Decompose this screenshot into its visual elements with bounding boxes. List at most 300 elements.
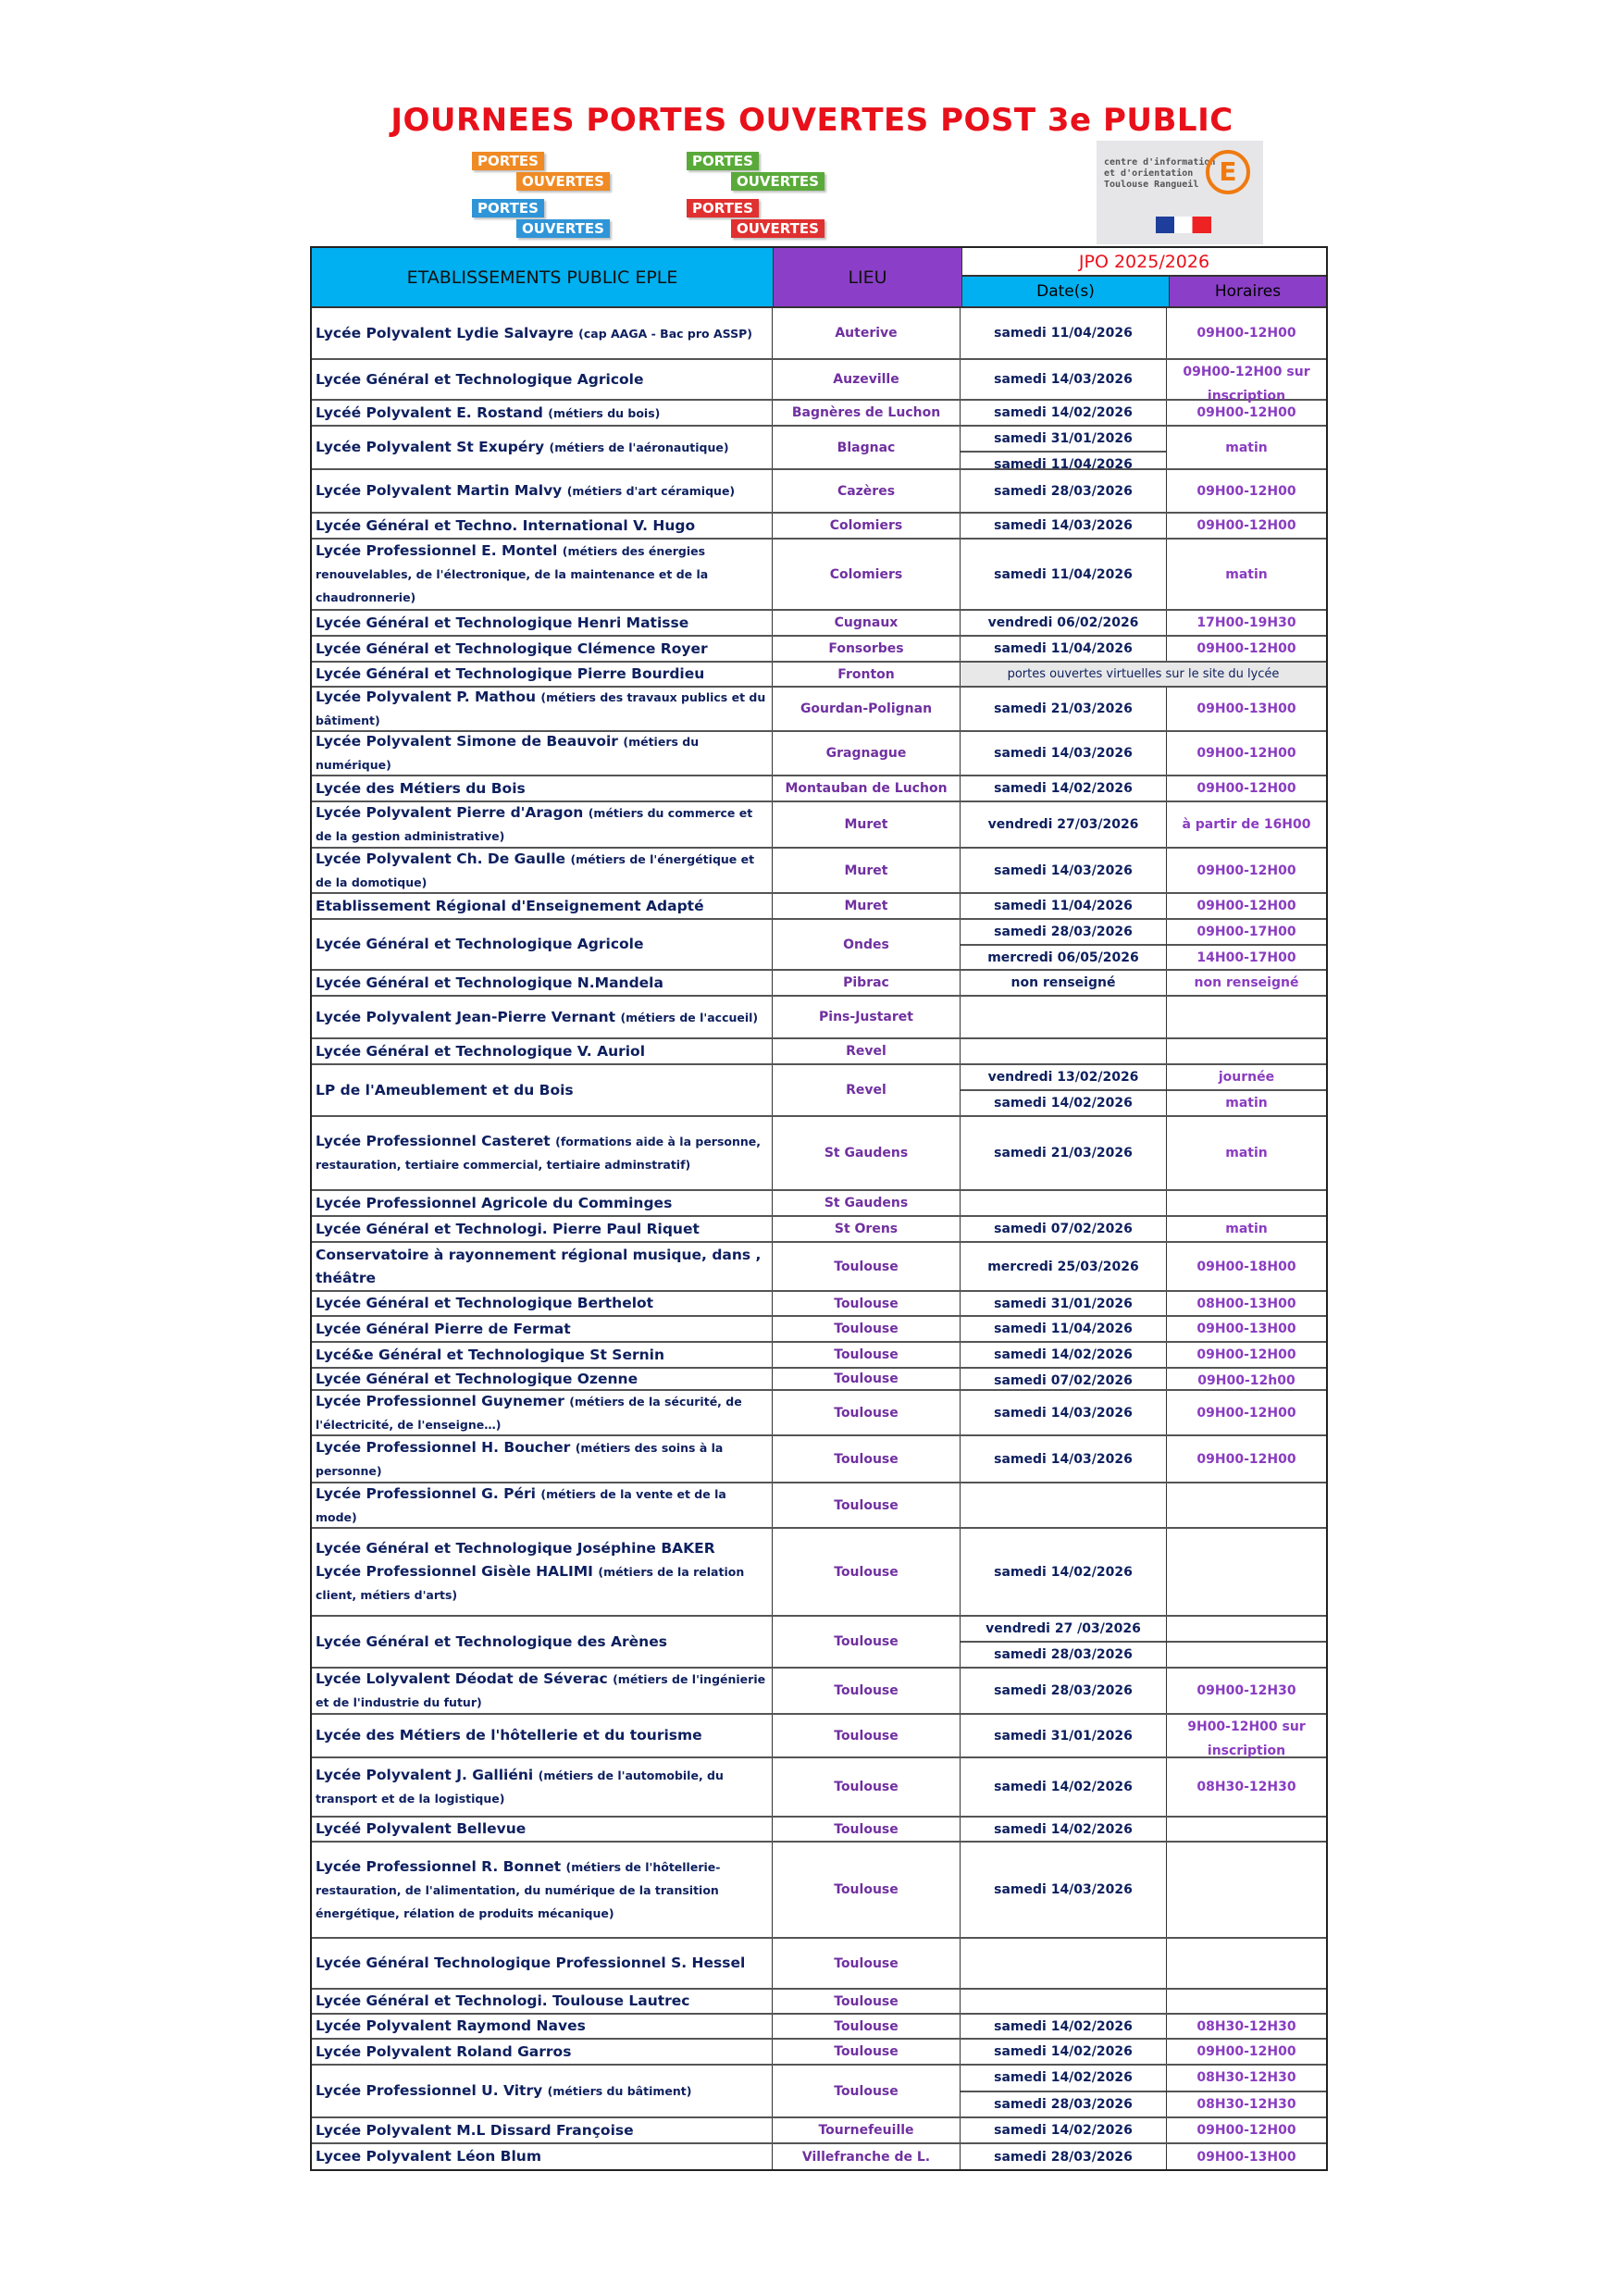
horaire-value: non renseigné (1194, 975, 1299, 990)
establishment-name: Lycée Général Technologique Professionnel S. Hessel (316, 1955, 746, 1971)
establishment-name: Lycée Polyvalent St Exupéry (316, 439, 545, 455)
establishment-line (316, 1192, 768, 1215)
establishment-cell (312, 997, 773, 1037)
establishment-line (316, 1952, 768, 1975)
establishment-cell (312, 1217, 773, 1241)
establishment-name: Lycée Général et Technologique V. Auriol (316, 1042, 646, 1060)
establishment-cell (312, 308, 773, 358)
establishment-line (316, 1079, 768, 1102)
establishment-name: Lycée Général et Technologi. Toulouse Lautrec (316, 1992, 690, 2009)
date-value: samedi 11/04/2026 (994, 641, 1133, 656)
lieu-cell: Toulouse (773, 1990, 961, 2013)
lieu-cell: Toulouse (773, 1483, 961, 1527)
establishment-cell (312, 1369, 773, 1389)
establishment-cell (312, 637, 773, 661)
lieu-cell: Toulouse (773, 2066, 961, 2116)
dates-cell (961, 2118, 1167, 2142)
table-row (312, 2118, 1326, 2144)
dates-cell (961, 1117, 1167, 1189)
establishment-name: Lycée Polyvalent Pierre d'Aragon (316, 804, 584, 821)
dates-cell (961, 1529, 1167, 1615)
lieu-cell: Toulouse (773, 1715, 961, 1756)
date-value: samedi 28/03/2026 (994, 2149, 1133, 2165)
table-header (312, 248, 1326, 308)
badge-line1: PORTES (472, 152, 544, 170)
date-value: vendredi 27 /03/2026 (986, 1621, 1141, 1636)
establishment-name: Lycée Polyvalent M.L Dissard Françoise (316, 2121, 634, 2139)
establishment-detail: (métiers de l'automobile, du transport et de la logistique) (316, 1769, 724, 1806)
cio-logo (1097, 141, 1263, 244)
date-value: vendredi 13/02/2026 (987, 1070, 1139, 1085)
establishment-cell (312, 776, 773, 800)
establishment-cell (312, 1317, 773, 1341)
establishment-cell (312, 1758, 773, 1816)
date-value: samedi 07/02/2026 (994, 1373, 1133, 1388)
establishment-detail: (métiers des travaux publics et du bâtiment) (316, 690, 766, 727)
lieu-cell: Toulouse (773, 1317, 961, 1341)
horaire-value: matin (1225, 1146, 1268, 1160)
dates-cell (961, 611, 1167, 635)
horaire-value: 09H00-12H00 (1196, 483, 1296, 499)
horaires-cell (1167, 611, 1326, 635)
establishment-cell (312, 2015, 773, 2038)
header-jpo-group (962, 248, 1326, 306)
lieu-cell: Tournefeuille (773, 2118, 961, 2142)
establishment-cell (312, 2144, 773, 2169)
horaire-value (1167, 1617, 1326, 1641)
horaire-value (1167, 1818, 1326, 1841)
date-value: mercredi 06/05/2026 (961, 944, 1166, 970)
horaire-value: 09H00-12H00 (1196, 1405, 1296, 1421)
dates-cell (961, 2015, 1167, 2038)
establishment-cell (312, 611, 773, 635)
date-value (961, 1191, 1166, 1215)
establishment-name: LP de l'Ameublement et du Bois (316, 1081, 574, 1098)
dates-cell (961, 732, 1167, 775)
dates-cell (961, 401, 1167, 425)
date-value: samedi 14/02/2026 (961, 1089, 1166, 1115)
date-value: samedi 07/02/2026 (994, 1222, 1133, 1236)
lieu-cell: Blagnac (773, 427, 961, 468)
date-value: samedi 14/03/2026 (994, 746, 1133, 761)
establishment-name: Lycée Professionnel U. Vitry (316, 2082, 543, 2099)
establishment-cell (312, 427, 773, 468)
horaire-value: journée (1218, 1070, 1275, 1085)
table-row (312, 1039, 1326, 1065)
table-row (312, 1436, 1326, 1483)
horaires-cell (1167, 2118, 1326, 2142)
lieu-cell: Toulouse (773, 2015, 961, 2038)
establishment-detail: (métiers du commerce et de la gestion administrative) (316, 806, 753, 843)
table-row (312, 1818, 1326, 1843)
date-value: samedi 14/02/2026 (994, 405, 1133, 420)
establishment-name: Lycée Général et Technologique Agricole (316, 370, 644, 388)
establishment-cell (312, 1818, 773, 1841)
establishment-line (316, 1818, 768, 1841)
date-value: samedi 14/02/2026 (994, 2070, 1133, 2086)
lieu-cell: Fronton (773, 663, 961, 686)
lieu-cell: Revel (773, 1065, 961, 1115)
establishment-cell (312, 849, 773, 892)
table-row (312, 732, 1326, 776)
establishment-line (316, 1391, 768, 1434)
establishment-line (316, 663, 768, 686)
table-row (312, 1217, 1326, 1243)
date-value: samedi 14/03/2026 (994, 1882, 1133, 1897)
horaires-cell (1167, 1990, 1326, 2013)
horaire-value: 09H00-12H00 sur inscription (1183, 365, 1310, 403)
date-value (961, 1483, 1166, 1527)
table-row (312, 802, 1326, 849)
establishment-cell (312, 360, 773, 399)
table-row (312, 1317, 1326, 1343)
establishment-line (316, 1130, 768, 1176)
dates-cell (961, 308, 1167, 358)
lieu-cell: Toulouse (773, 1391, 961, 1434)
establishment-detail: (métiers de la sécurité, de l'électricité, de l'enseigne…) (316, 1394, 742, 1432)
establishment-line (316, 1855, 768, 1925)
lieu-cell: Fonsorbes (773, 637, 961, 661)
date-value: samedi 28/03/2026 (994, 483, 1133, 499)
establishment-line (316, 1318, 768, 1341)
establishment-cell (312, 1243, 773, 1290)
establishment-line (316, 1436, 768, 1482)
establishment-line (316, 1724, 768, 1747)
establishment-cell (312, 1039, 773, 1063)
header-lieu: LIEU (774, 248, 962, 306)
table-row (312, 1483, 1326, 1529)
establishment-cell (312, 894, 773, 918)
table-row (312, 514, 1326, 540)
establishment-name: Lycée Général et Technologique Pierre Bourdieu (316, 665, 705, 682)
establishment-name: Lycée Général et Technologique Henri Matisse (316, 614, 689, 631)
horaire-value: matin (1167, 1089, 1326, 1115)
horaires-cell (1167, 1529, 1326, 1615)
horaire-value: 08H30-12H30 (1196, 2070, 1296, 2086)
date-value: samedi 11/04/2026 (994, 899, 1133, 913)
establishment-cell (312, 1617, 773, 1667)
dates-cell (961, 360, 1167, 399)
date-value (961, 1990, 1166, 2013)
dates-cell (961, 1617, 1167, 1667)
establishment-line (316, 368, 768, 391)
horaires-cell (1167, 849, 1326, 892)
horaire-value: 09H00-12H00 (1196, 518, 1296, 533)
date-value: samedi 14/03/2026 (994, 863, 1133, 878)
badge-line2: OUVERTES (731, 172, 824, 191)
lieu-cell: Toulouse (773, 1617, 961, 1667)
date-value: mercredi 25/03/2026 (987, 1259, 1139, 1274)
horaire-value: 09H00-13H00 (1196, 1322, 1296, 1336)
establishment-name: Lycee Polyvalent Léon Blum (316, 2148, 541, 2165)
dates-cell (961, 1818, 1167, 1841)
establishment-name: Lycée Polyvalent Lydie Salvayre (316, 324, 574, 341)
establishment-name: Lycée Général et Technologique N.Mandela (316, 974, 663, 991)
horaires-cell (1167, 1669, 1326, 1713)
establishment-detail: (métiers de l'aéronautique) (549, 441, 729, 454)
establishment-cell (312, 514, 773, 538)
establishment-cell (312, 663, 773, 686)
dates-cell (961, 514, 1167, 538)
date-value: samedi 31/01/2026 (994, 1728, 1133, 1744)
horaires-cell (1167, 1818, 1326, 1841)
horaires-cell (1167, 2144, 1326, 2169)
establishment-name: Lycéé Polyvalent E. Rostand (316, 403, 543, 421)
horaire-value: 09H00-12H00 (1196, 326, 1296, 341)
establishment-name: Etablissement Régional d'Enseignement Adapté (316, 897, 704, 914)
horaire-value: 09H00-12H00 (1196, 2123, 1296, 2138)
date-value: samedi 14/02/2026 (994, 1822, 1133, 1837)
horaire-value: 08H30-12H30 (1167, 2091, 1326, 2117)
horaire-value: 14H00-17H00 (1167, 944, 1326, 970)
lieu-cell: St Gaudens (773, 1191, 961, 1215)
horaires-cell (1167, 1065, 1326, 1115)
table-body (312, 308, 1326, 2169)
establishment-cell (312, 920, 773, 969)
horaires-cell (1167, 427, 1326, 468)
date-value: non renseigné (1010, 975, 1116, 990)
dates-cell (961, 1065, 1167, 1115)
establishment-cell (312, 802, 773, 847)
dates-cell (961, 1436, 1167, 1482)
horaires-cell (1167, 2066, 1326, 2116)
dates-cell (961, 1243, 1167, 1290)
table-row (312, 2015, 1326, 2040)
table-row (312, 1191, 1326, 1217)
horaire-value: 08H00-13H00 (1196, 1297, 1296, 1311)
horaires-cell (1167, 637, 1326, 661)
lieu-cell: Villefranche de L. (773, 2144, 961, 2169)
establishment-name: Lycée Général et Technologique Ozenne (316, 1370, 638, 1387)
dates-cell (961, 1939, 1167, 1988)
establishment-line (316, 1631, 768, 1654)
portes-ouvertes-logo-green (687, 150, 862, 196)
horaires-cell (1167, 1317, 1326, 1341)
establishment-line (316, 1537, 768, 1560)
dates-cell (961, 1758, 1167, 1816)
establishment-line (316, 2041, 768, 2064)
establishment-cell (312, 1715, 773, 1756)
horaires-cell (1167, 1391, 1326, 1434)
establishment-detail: (métiers de l'énergétique et de la domotique) (316, 851, 755, 889)
table-row (312, 611, 1326, 637)
horaires-cell (1167, 1343, 1326, 1367)
establishment-cell (312, 401, 773, 425)
establishment-name: Lycée Professionnel R. Bonnet (316, 1857, 562, 1875)
horaires-cell (1167, 1369, 1326, 1389)
establishment-line (316, 436, 768, 459)
table-row (312, 637, 1326, 663)
establishment-line (316, 1483, 768, 1527)
horaire-value: 17H00-19H30 (1196, 615, 1296, 630)
establishment-name: Lycé&e Général et Technologique St Sernin (316, 1346, 664, 1363)
horaire-value: 09H00-12H00 (1196, 1451, 1296, 1467)
establishment-name: Lycée Polyvalent Raymond Naves (316, 2017, 586, 2034)
horaires-cell (1167, 688, 1326, 730)
badge-line1: PORTES (687, 152, 759, 170)
lieu-cell: Montauban de Luchon (773, 776, 961, 800)
horaire-value (1167, 997, 1326, 1037)
table-row (312, 1843, 1326, 1939)
establishment-line (316, 688, 768, 730)
establishment-cell (312, 971, 773, 995)
establishment-name: Lycée des Métiers du Bois (316, 779, 526, 797)
horaires-cell (1167, 1617, 1326, 1667)
horaires-cell (1167, 1843, 1326, 1937)
date-value: samedi 11/04/2026 (994, 1322, 1133, 1336)
horaires-cell (1167, 732, 1326, 775)
dates-cell (961, 1191, 1167, 1215)
establishment-line (316, 1244, 768, 1290)
table-row (312, 401, 1326, 427)
establishment-detail: (métiers de l'ingénierie et de l'industrie du futur) (316, 1672, 766, 1709)
establishment-name: Lycéé Polyvalent Bellevue (316, 1820, 527, 1837)
table-row (312, 997, 1326, 1039)
establishment-line (316, 895, 768, 918)
establishment-line (316, 1560, 768, 1607)
date-value: samedi 14/02/2026 (994, 1780, 1133, 1794)
establishment-line (316, 479, 768, 503)
date-value: samedi 14/02/2026 (994, 2044, 1133, 2059)
lieu-cell: Pibrac (773, 971, 961, 995)
establishment-line (316, 2145, 768, 2168)
establishment-line (316, 2119, 768, 2142)
date-value: samedi 28/03/2026 (994, 925, 1133, 939)
establishment-line (316, 322, 768, 345)
lieu-cell: Toulouse (773, 1758, 961, 1816)
table-row (312, 1391, 1326, 1436)
table-row (312, 1939, 1326, 1990)
dates-cell (961, 1317, 1167, 1341)
header-dates: Date(s) (962, 277, 1170, 306)
horaires-cell (1167, 308, 1326, 358)
badge-line2: OUVERTES (516, 219, 610, 238)
establishment-cell (312, 1939, 773, 1988)
table-row (312, 1369, 1326, 1391)
lieu-cell: Auzeville (773, 360, 961, 399)
table-row (312, 920, 1326, 971)
table-row (312, 971, 1326, 997)
badge-line1: PORTES (472, 199, 544, 217)
establishment-cell (312, 470, 773, 512)
portes-ouvertes-logo-blue (472, 197, 648, 243)
portes-ouvertes-logo-orange (472, 150, 648, 196)
establishment-line (316, 1669, 768, 1713)
table-row (312, 776, 1326, 802)
establishment-name: Lycée Général et Techno. International V. Hugo (316, 516, 696, 534)
establishment-line (316, 515, 768, 538)
horaire-value (1167, 1939, 1326, 1988)
establishment-line (316, 1990, 768, 2013)
horaire-value: 09H00-12H00 (1196, 1347, 1296, 1362)
establishment-line (316, 402, 768, 425)
establishment-cell (312, 1669, 773, 1713)
lieu-cell: Gourdan-Polignan (773, 688, 961, 730)
date-value: samedi 11/04/2026 (994, 326, 1133, 341)
table-row (312, 1529, 1326, 1617)
establishment-line (316, 1764, 768, 1810)
horaire-value: 09H00-13H00 (1196, 2149, 1296, 2165)
horaires-cell (1167, 1715, 1326, 1756)
table-row (312, 2144, 1326, 2169)
table-row (312, 1715, 1326, 1758)
establishment-name: Conservatoire à rayonnement régional musique, dans , théâtre (316, 1246, 762, 1286)
horaire-value: 9H00-12H00 sur inscription (1187, 1719, 1306, 1758)
table-row (312, 540, 1326, 611)
date-value: vendredi 27/03/2026 (987, 817, 1139, 832)
lieu-cell: Toulouse (773, 1529, 961, 1615)
horaire-value: à partir de 16H00 (1182, 817, 1311, 832)
establishment-cell (312, 540, 773, 609)
establishment-detail: (métiers du bâtiment) (547, 2084, 692, 2098)
jpo-table (310, 246, 1328, 2171)
establishment-name: Lycée Polyvalent Ch. De Gaulle (316, 850, 566, 867)
establishment-name: Lycée Professionnel G. Péri (316, 1484, 536, 1502)
dates-cell (961, 1391, 1167, 1434)
lieu-cell: Colomiers (773, 540, 961, 609)
date-value: samedi 14/02/2026 (994, 1564, 1133, 1580)
establishment-name: Lycée Professionnel H. Boucher (316, 1438, 571, 1456)
cio-e-icon: E (1206, 150, 1250, 194)
table-row (312, 2066, 1326, 2118)
lieu-cell: St Orens (773, 1217, 961, 1241)
establishment-line (316, 849, 768, 892)
establishment-cell (312, 1292, 773, 1315)
date-value: samedi 11/04/2026 (994, 566, 1133, 582)
horaire-value: 09H00-12H30 (1196, 1683, 1296, 1698)
date-value: samedi 14/03/2026 (994, 1405, 1133, 1421)
lieu-cell: Toulouse (773, 1243, 961, 1290)
header-horaires: Horaires (1170, 277, 1326, 306)
horaires-cell (1167, 894, 1326, 918)
establishment-name: Lycée Général et Technologique des Arènes (316, 1632, 667, 1650)
dates-cell (961, 776, 1167, 800)
establishment-line (316, 1369, 768, 1389)
horaire-value (1167, 1843, 1326, 1937)
date-value (961, 997, 1166, 1037)
establishment-cell (312, 2040, 773, 2064)
horaires-cell (1167, 1436, 1326, 1482)
dates-cell (961, 1715, 1167, 1756)
date-value (961, 1939, 1166, 1988)
horaires-cell (1167, 802, 1326, 847)
horaires-cell (1167, 1039, 1326, 1063)
lieu-cell: Muret (773, 802, 961, 847)
dates-cell (961, 427, 1167, 472)
date-value: samedi 31/01/2026 (994, 1297, 1133, 1311)
establishment-cell (312, 1391, 773, 1434)
establishment-line (316, 1292, 768, 1315)
lieu-cell: Toulouse (773, 1292, 961, 1315)
horaire-value: matin (1225, 566, 1268, 582)
establishment-cell (312, 2118, 773, 2142)
horaire-value: 09H00-12H00 (1196, 2044, 1296, 2059)
dates-cell (961, 1369, 1167, 1389)
table-row (312, 1117, 1326, 1191)
date-value: samedi 14/03/2026 (994, 1451, 1133, 1467)
dates-cell (961, 2066, 1167, 2116)
horaire-value: 09H00-12H00 (1196, 863, 1296, 878)
establishment-name: Lycée Polyvalent Roland Garros (316, 2042, 572, 2060)
table-row (312, 663, 1326, 688)
horaire-value: 09H00-18H00 (1196, 1259, 1296, 1274)
dates-cell (961, 802, 1167, 847)
establishment-detail: (métiers des énergies renouvelables, de l'électronique, de la maintenance et de la chaudronnerie) (316, 544, 709, 604)
establishment-line (316, 612, 768, 635)
establishment-cell (312, 2066, 773, 2116)
table-row (312, 1990, 1326, 2015)
date-value: samedi 31/01/2026 (994, 431, 1133, 446)
